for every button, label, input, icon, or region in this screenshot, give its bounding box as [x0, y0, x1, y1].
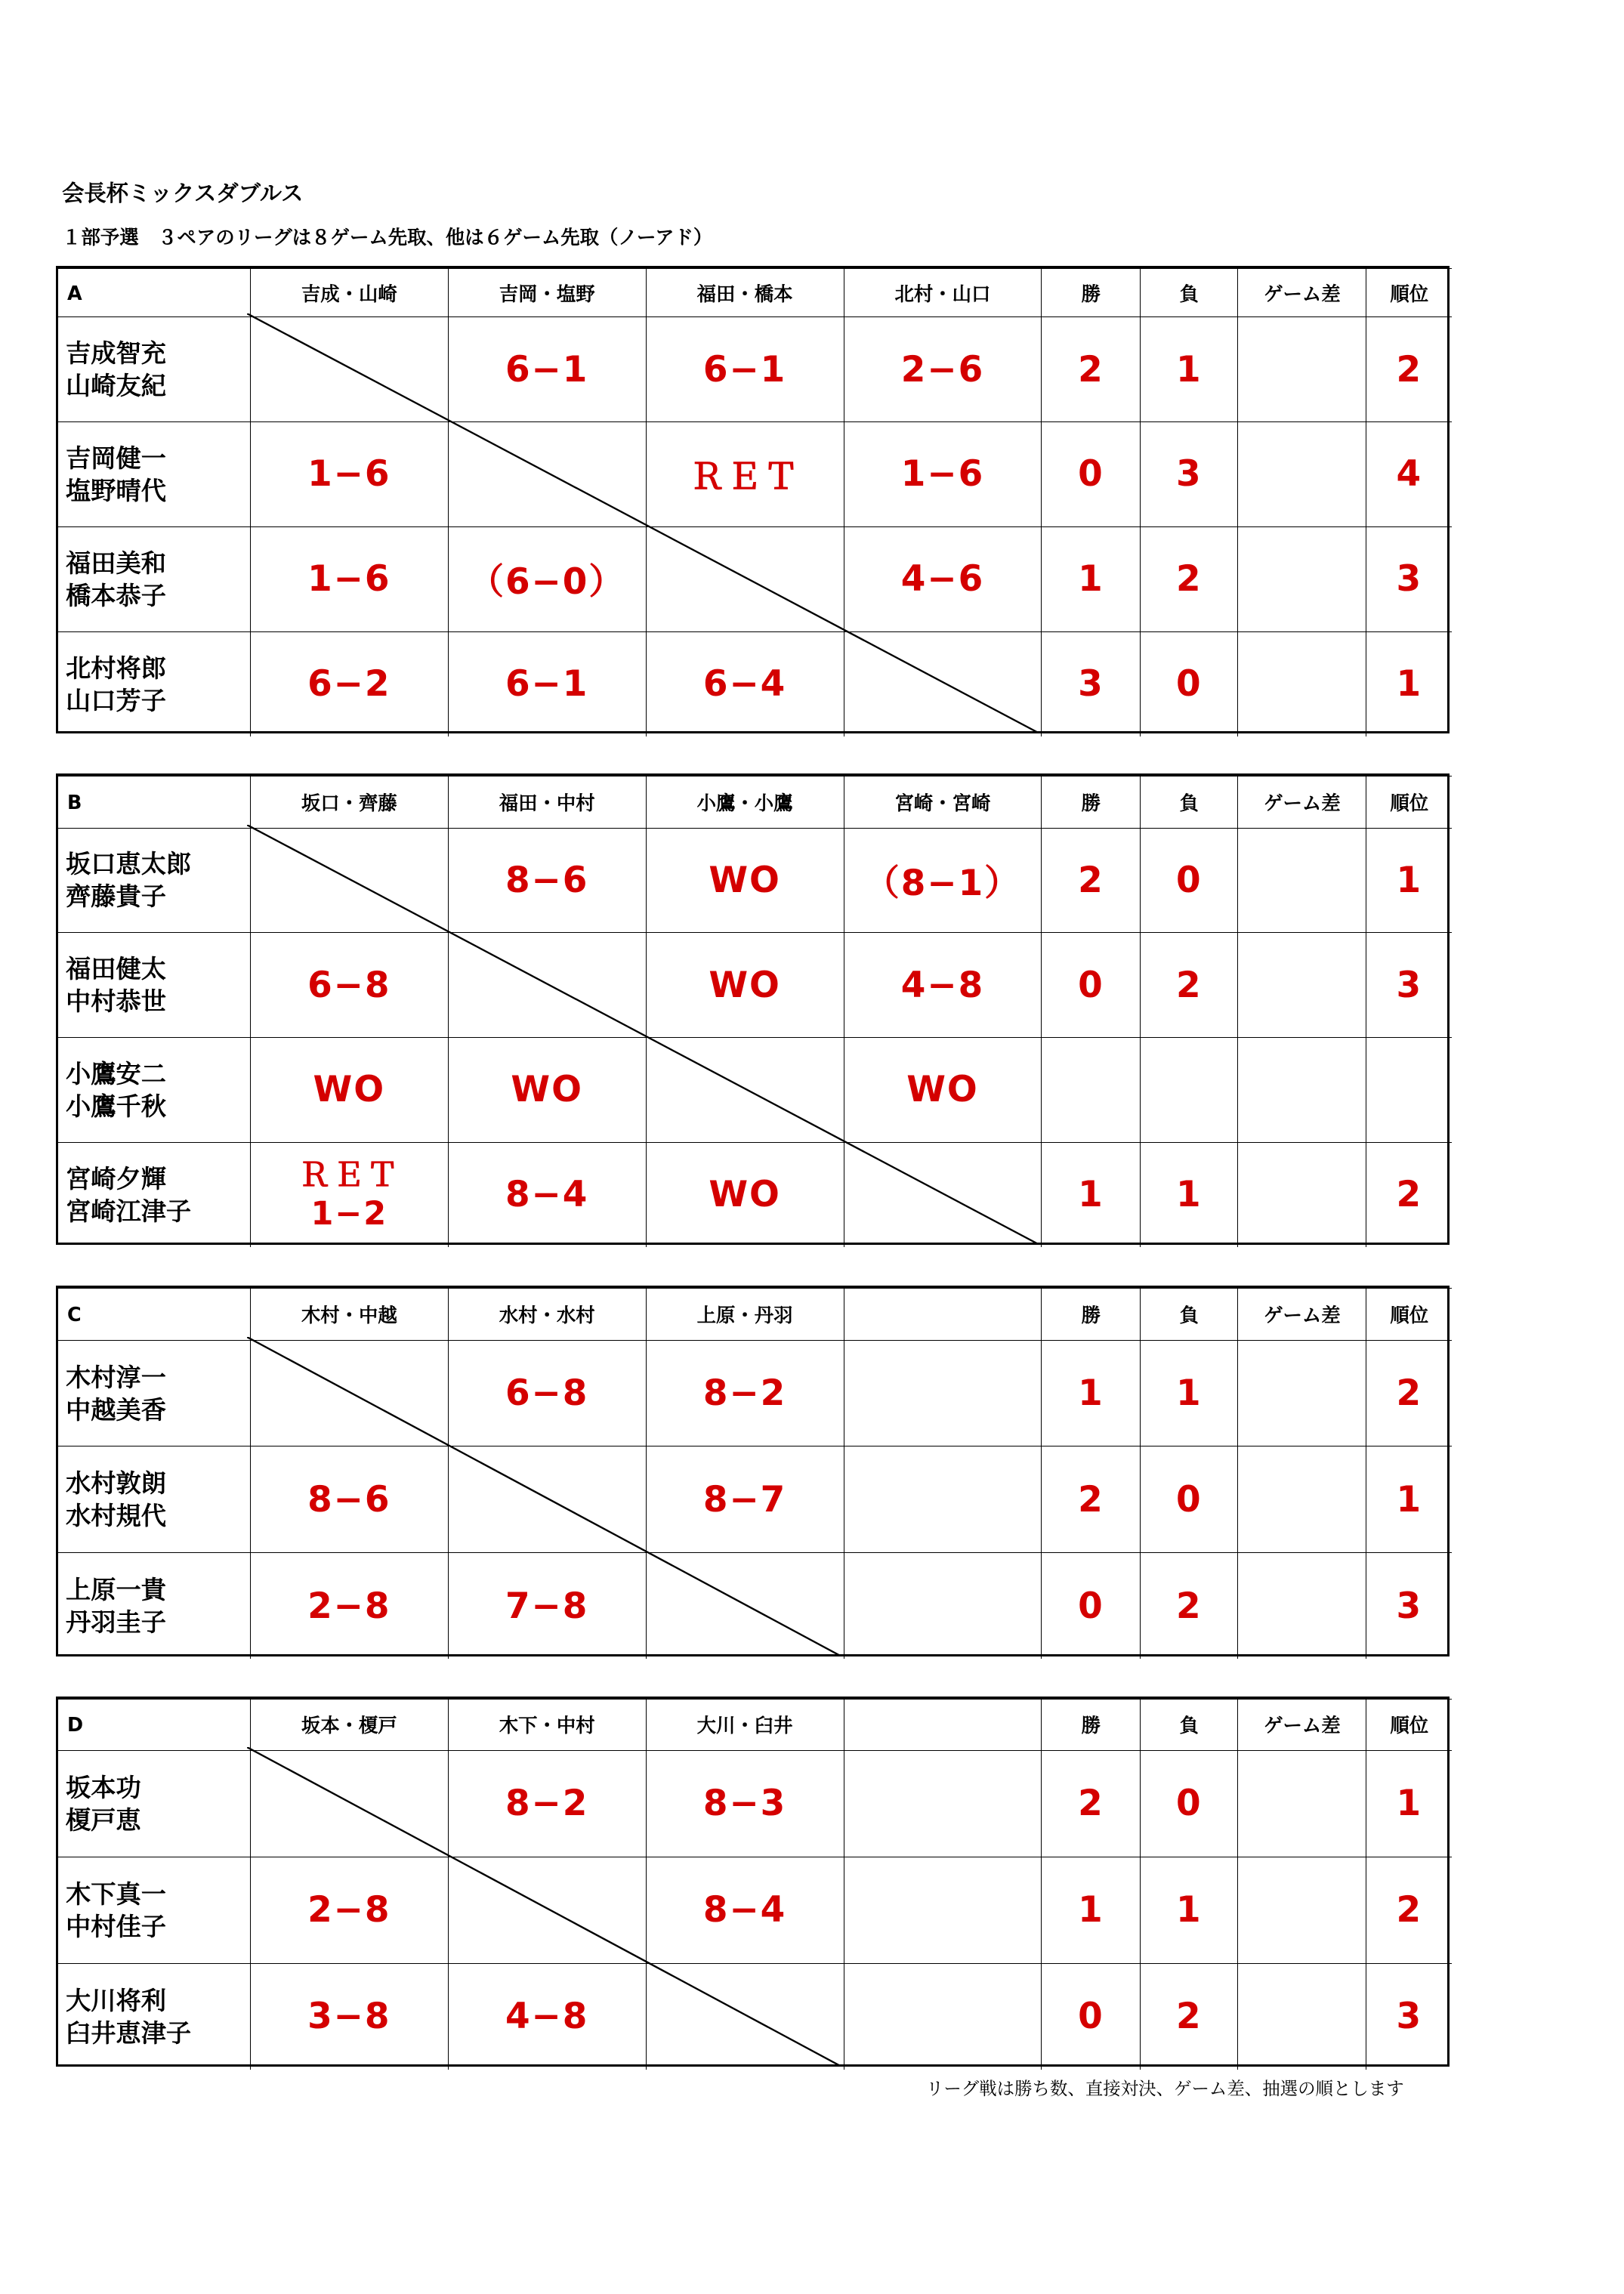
player-names	[58, 828, 250, 933]
match-result: WO	[646, 828, 844, 933]
match-result: 6−1	[646, 317, 844, 422]
stat-loss: 3	[1141, 422, 1238, 527]
group-label: B	[58, 777, 250, 828]
stat-diff	[1238, 1553, 1366, 1660]
diagonal-line	[247, 313, 1039, 733]
match-result	[844, 1751, 1042, 1857]
match-result: 4−8	[448, 1963, 646, 2070]
table-header-row	[58, 1289, 1452, 1340]
match-result: 8−2	[448, 1751, 646, 1857]
column-header-pair	[844, 1289, 1042, 1340]
player-name: 北村将郎	[66, 653, 166, 683]
match-result: 8−6	[448, 828, 646, 933]
player-name: 福田美和	[66, 548, 166, 578]
player-name: 榎戸恵	[66, 1805, 141, 1835]
player-name: 山崎友紀	[66, 371, 166, 401]
stat-rank: 3	[1366, 933, 1452, 1038]
diagonal-stroke	[247, 1747, 841, 2066]
stat-win: 2	[1042, 1751, 1141, 1857]
stat-loss: 0	[1141, 631, 1238, 736]
player-name: 橋本恭子	[66, 580, 166, 610]
match-result: WO	[250, 1038, 448, 1143]
player-names	[58, 1963, 250, 2070]
player-names	[58, 1340, 250, 1446]
match-result: （8−1）	[844, 828, 1042, 933]
stat-diff	[1238, 422, 1366, 527]
league-table-a	[56, 266, 1450, 734]
column-header-pair: 吉成・山崎	[250, 268, 448, 316]
column-header-pair: 小鷹・小鷹	[646, 777, 844, 828]
column-header-pair: 吉岡・塩野	[448, 268, 646, 316]
league-table-d	[56, 1697, 1450, 2067]
stat-loss: 2	[1141, 1553, 1238, 1660]
column-header-loss: 負	[1141, 1289, 1238, 1340]
stat-win: 0	[1042, 933, 1141, 1038]
column-header-rank: 順位	[1366, 777, 1452, 828]
column-header-loss: 負	[1141, 268, 1238, 316]
column-header-pair: 福田・中村	[448, 777, 646, 828]
player-name: 水村敦朗	[66, 1468, 166, 1499]
match-result: 1−6	[250, 422, 448, 527]
stat-loss: 1	[1141, 1142, 1238, 1247]
stat-win: 0	[1042, 422, 1141, 527]
player-name: 山口芳子	[66, 685, 166, 715]
stat-rank: 4	[1366, 422, 1452, 527]
match-result: 8−4	[646, 1857, 844, 1963]
group-label: D	[58, 1699, 250, 1750]
column-header-pair: 坂本・榎戸	[250, 1699, 448, 1750]
diagonal-stroke	[247, 825, 1039, 1244]
column-header-pair: 木村・中越	[250, 1289, 448, 1340]
column-header-pair: 木下・中村	[448, 1699, 646, 1750]
diagonal-line	[247, 1337, 841, 1656]
player-name: 齊藤貴子	[66, 881, 166, 912]
diagonal-stroke	[247, 1337, 841, 1656]
group-label: A	[58, 268, 250, 316]
stat-win	[1042, 1038, 1141, 1143]
stat-rank: 2	[1366, 1340, 1452, 1446]
player-name: 小鷹安二	[66, 1058, 166, 1088]
stat-win: 2	[1042, 1446, 1141, 1553]
match-result: ＲＥＴ	[646, 422, 844, 527]
column-header-win: 勝	[1042, 777, 1141, 828]
match-result: 6−1	[448, 631, 646, 736]
stat-rank: 1	[1366, 1751, 1452, 1857]
column-header-loss: 負	[1141, 777, 1238, 828]
match-result: 2−8	[250, 1857, 448, 1963]
player-name: 福田健太	[66, 954, 166, 984]
column-header-diff: ゲーム差	[1238, 777, 1366, 828]
page-title: 会長杯ミックスダブルス	[62, 180, 304, 206]
match-result: 1−6	[844, 422, 1042, 527]
player-name: 大川将利	[66, 1985, 166, 2015]
player-names	[58, 933, 250, 1038]
stat-rank: 1	[1366, 631, 1452, 736]
stat-win: 0	[1042, 1963, 1141, 2070]
column-header-rank: 順位	[1366, 1289, 1452, 1340]
column-header-pair: 大川・臼井	[646, 1699, 844, 1750]
player-name: 水村規代	[66, 1501, 166, 1531]
stat-win: 2	[1042, 317, 1141, 422]
match-result: 6−8	[448, 1340, 646, 1446]
stat-diff	[1238, 1142, 1366, 1247]
match-result: 8−6	[250, 1446, 448, 1553]
stat-win: 3	[1042, 631, 1141, 736]
match-result: 2−6	[844, 317, 1042, 422]
stat-rank: 3	[1366, 1553, 1452, 1660]
stat-win: 1	[1042, 1340, 1141, 1446]
table-header-row	[58, 1699, 1452, 1750]
column-header-win: 勝	[1042, 1289, 1141, 1340]
column-header-rank: 順位	[1366, 1699, 1452, 1750]
match-result: WO	[448, 1038, 646, 1143]
column-header-pair	[844, 1699, 1042, 1750]
match-result: （6−0）	[448, 526, 646, 631]
league-table-c	[56, 1286, 1450, 1656]
stat-diff	[1238, 933, 1366, 1038]
column-header-diff: ゲーム差	[1238, 268, 1366, 316]
player-name: 木村淳一	[66, 1362, 166, 1392]
match-result: 1−6	[250, 526, 448, 631]
footnote: リーグ戦は勝ち数、直接対決、ゲーム差、抽選の順とします	[925, 2078, 1404, 2100]
stat-loss: 0	[1141, 1751, 1238, 1857]
match-result: 8−4	[448, 1142, 646, 1247]
stat-rank: 1	[1366, 828, 1452, 933]
player-names	[58, 1446, 250, 1553]
match-result: WO	[844, 1038, 1042, 1143]
column-header-diff: ゲーム差	[1238, 1699, 1366, 1750]
match-result: 6−1	[448, 317, 646, 422]
table-header-row	[58, 777, 1452, 828]
match-result: WO	[646, 1142, 844, 1247]
player-names	[58, 422, 250, 527]
diagonal-stroke	[247, 313, 1039, 733]
stat-loss: 1	[1141, 1857, 1238, 1963]
diagonal-line	[247, 1747, 841, 2066]
stat-win: 1	[1042, 1142, 1141, 1247]
match-result	[844, 1446, 1042, 1553]
stat-loss: 2	[1141, 1963, 1238, 2070]
player-names	[58, 1553, 250, 1660]
player-name: 坂本功	[66, 1772, 141, 1802]
match-result: 6−4	[646, 631, 844, 736]
stat-rank: 2	[1366, 1857, 1452, 1963]
stat-loss: 2	[1141, 933, 1238, 1038]
player-name: 上原一貴	[66, 1575, 166, 1605]
player-name: 吉岡健一	[66, 443, 166, 473]
player-name: 丹羽圭子	[66, 1607, 166, 1638]
stat-win: 2	[1042, 828, 1141, 933]
stat-diff	[1238, 1446, 1366, 1553]
match-result: 4−8	[844, 933, 1042, 1038]
stat-win: 1	[1042, 1857, 1141, 1963]
column-header-pair: 水村・水村	[448, 1289, 646, 1340]
stat-diff	[1238, 317, 1366, 422]
player-name: 吉成智充	[66, 338, 166, 369]
stat-rank	[1366, 1038, 1452, 1143]
player-name: 宮崎夕輝	[66, 1163, 166, 1193]
stat-win: 1	[1042, 526, 1141, 631]
stat-diff	[1238, 1963, 1366, 2070]
column-header-pair: 福田・橋本	[646, 268, 844, 316]
player-name: 宮崎江津子	[66, 1196, 192, 1226]
player-name: 中村恭世	[66, 986, 166, 1017]
match-result: 6−8	[250, 933, 448, 1038]
match-result: 8−2	[646, 1340, 844, 1446]
player-name: 塩野晴代	[66, 475, 166, 505]
stat-loss: 2	[1141, 526, 1238, 631]
column-header-win: 勝	[1042, 1699, 1141, 1750]
column-header-loss: 負	[1141, 1699, 1238, 1750]
stat-loss: 1	[1141, 317, 1238, 422]
stat-rank: 3	[1366, 1963, 1452, 2070]
column-header-pair: 宮崎・宮崎	[844, 777, 1042, 828]
group-label: C	[58, 1289, 250, 1340]
match-result: 7−8	[448, 1553, 646, 1660]
match-result	[844, 1340, 1042, 1446]
stat-diff	[1238, 828, 1366, 933]
player-names	[58, 631, 250, 736]
player-name: 坂口恵太郎	[66, 849, 192, 879]
column-header-diff: ゲーム差	[1238, 1289, 1366, 1340]
stat-loss: 0	[1141, 828, 1238, 933]
match-result: 2−8	[250, 1553, 448, 1660]
stat-rank: 3	[1366, 526, 1452, 631]
player-names	[58, 526, 250, 631]
stat-rank: 2	[1366, 1142, 1452, 1247]
stat-diff	[1238, 1038, 1366, 1143]
match-result-line: ＲＥＴ	[298, 1156, 400, 1195]
column-header-win: 勝	[1042, 268, 1141, 316]
column-header-rank: 順位	[1366, 268, 1452, 316]
diagonal-line	[247, 825, 1039, 1244]
match-result: 6−2	[250, 631, 448, 736]
league-table-b	[56, 773, 1450, 1244]
stat-loss	[1141, 1038, 1238, 1143]
player-name: 中村佳子	[66, 1911, 166, 1941]
stat-diff	[1238, 526, 1366, 631]
stat-diff	[1238, 1340, 1366, 1446]
stat-win: 0	[1042, 1553, 1141, 1660]
stat-rank: 1	[1366, 1446, 1452, 1553]
player-names	[58, 1038, 250, 1143]
player-names	[58, 1142, 250, 1247]
match-result	[844, 1553, 1042, 1660]
match-result: WO	[646, 933, 844, 1038]
stat-loss: 1	[1141, 1340, 1238, 1446]
stat-diff	[1238, 1751, 1366, 1857]
player-name: 小鷹千秋	[66, 1091, 166, 1121]
player-names	[58, 1857, 250, 1963]
match-result	[844, 1963, 1042, 2070]
match-result: 8−7	[646, 1446, 844, 1553]
page-subtitle: １部予選 ３ペアのリーグは８ゲーム先取、他は６ゲーム先取（ノーアド）	[62, 226, 713, 249]
column-header-pair: 上原・丹羽	[646, 1289, 844, 1340]
match-result: 4−6	[844, 526, 1042, 631]
stat-loss: 0	[1141, 1446, 1238, 1553]
stat-rank: 2	[1366, 317, 1452, 422]
stat-diff	[1238, 1857, 1366, 1963]
player-names	[58, 1751, 250, 1857]
player-name: 中越美香	[66, 1394, 166, 1425]
stat-diff	[1238, 631, 1366, 736]
player-name: 臼井恵津子	[66, 2018, 192, 2048]
column-header-pair: 北村・山口	[844, 268, 1042, 316]
player-name: 木下真一	[66, 1879, 166, 1909]
match-result: 3−8	[250, 1963, 448, 2070]
match-result	[844, 1857, 1042, 1963]
table-header-row	[58, 268, 1452, 316]
column-header-pair: 坂口・齊藤	[250, 777, 448, 828]
match-result: 8−3	[646, 1751, 844, 1857]
match-result-line: 1−2	[310, 1194, 388, 1233]
player-names	[58, 317, 250, 422]
